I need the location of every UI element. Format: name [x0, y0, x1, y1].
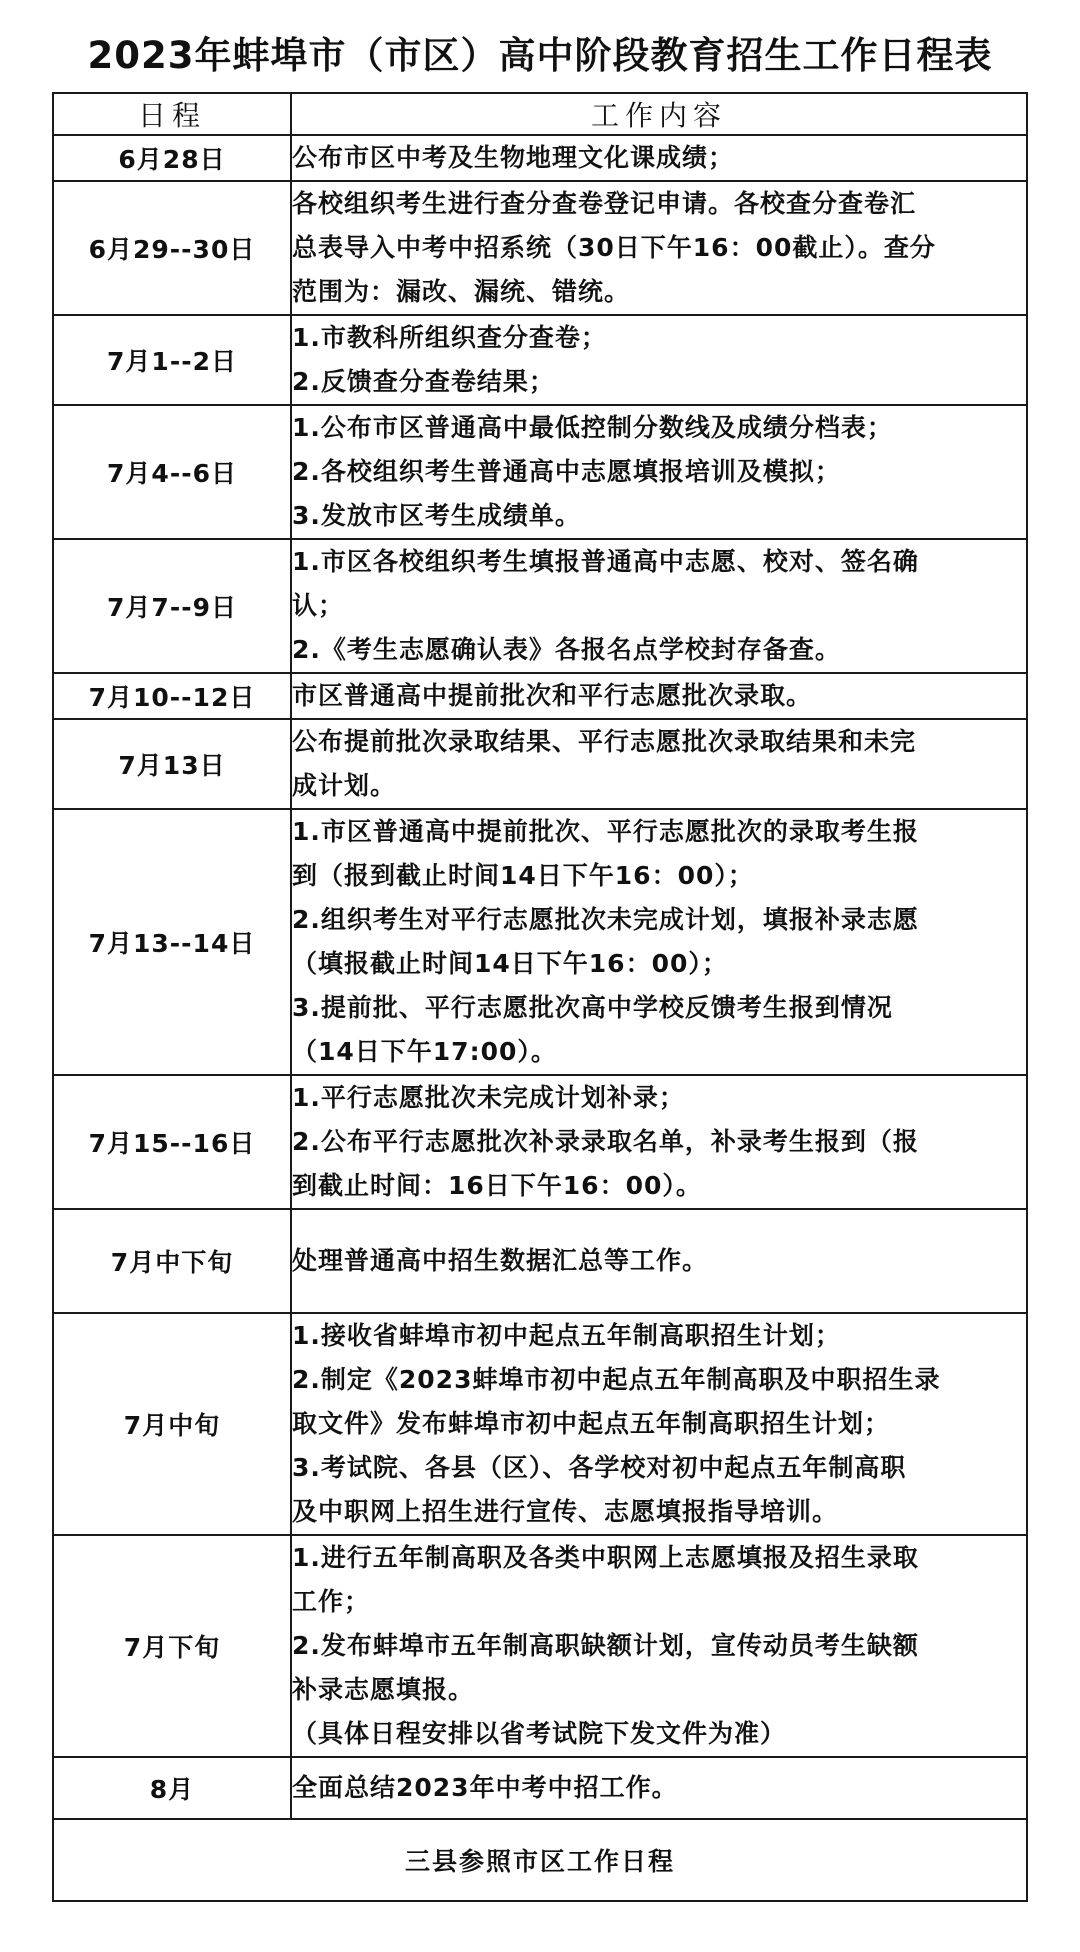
header-work: 工作内容 [291, 93, 1027, 135]
work-line: 2.组织考生对平行志愿批次未完成计划，填报补录志愿 [292, 905, 919, 934]
work-line: （具体日程安排以省考试院下发文件为准） [292, 1719, 787, 1748]
schedule-work-content [291, 315, 1027, 405]
schedule-date: 7月下旬 [53, 1535, 291, 1757]
work-line: 2.公布平行志愿批次补录录取名单，补录考生报到（报 [292, 1127, 919, 1156]
footer-note: 三县参照市区工作日程 [53, 1819, 1027, 1901]
schedule-row [53, 1535, 1027, 1757]
schedule-date: 7月15--16日 [53, 1075, 291, 1209]
work-line: 及中职网上招生进行宣传、志愿填报指导培训。 [292, 1497, 839, 1526]
schedule-date: 7月4--6日 [53, 405, 291, 539]
work-line: 1.市教科所组织查分查卷； [292, 323, 607, 352]
schedule-date: 7月1--2日 [53, 315, 291, 405]
work-line: 3.考试院、各县（区）、各学校对初中起点五年制高职 [292, 1453, 907, 1482]
schedule-row [53, 539, 1027, 673]
schedule-work-content [291, 1757, 1027, 1819]
schedule-work-content [291, 1209, 1027, 1313]
schedule-date: 6月28日 [53, 135, 291, 181]
schedule-work-content [291, 135, 1027, 181]
schedule-date: 8月 [53, 1757, 291, 1819]
work-line: 2.制定《2023蚌埠市初中起点五年制高职及中职招生录 [292, 1365, 941, 1394]
work-line: 工作； [292, 1587, 371, 1616]
schedule-date: 6月29--30日 [53, 181, 291, 315]
schedule-work-content [291, 405, 1027, 539]
schedule-row [53, 809, 1027, 1075]
work-line: 市区普通高中提前批次和平行志愿批次录取。 [292, 681, 813, 710]
work-line: 处理普通高中招生数据汇总等工作。 [292, 1246, 709, 1275]
schedule-body [53, 135, 1027, 1819]
schedule-work-content [291, 673, 1027, 719]
schedule-work-content [291, 719, 1027, 809]
schedule-row [53, 719, 1027, 809]
schedule-date: 7月中下旬 [53, 1209, 291, 1313]
work-line: 1.平行志愿批次未完成计划补录； [292, 1083, 685, 1112]
work-line: 取文件》发布蚌埠市初中起点五年制高职招生计划； [292, 1409, 891, 1438]
header-date: 日程 [53, 93, 291, 135]
work-line: 到（报到截止时间14日下午16：00）； [292, 861, 754, 890]
schedule-date: 7月中旬 [53, 1313, 291, 1535]
schedule-row [53, 405, 1027, 539]
work-line: （14日下午17:00）。 [292, 1037, 557, 1066]
schedule-row [53, 135, 1027, 181]
schedule-date: 7月10--12日 [53, 673, 291, 719]
schedule-row [53, 1313, 1027, 1535]
work-line: 1.进行五年制高职及各类中职网上志愿填报及招生录取 [292, 1543, 919, 1572]
work-line: 公布市区中考及生物地理文化课成绩； [292, 143, 735, 172]
work-line: 各校组织考生进行查分查卷登记申请。各校查分查卷汇 [292, 189, 917, 218]
table-header-row [53, 93, 1027, 135]
schedule-work-content [291, 1313, 1027, 1535]
work-line: 认； [292, 591, 345, 620]
document-title: 2023年蚌埠市（市区）高中阶段教育招生工作日程表 [87, 34, 993, 77]
schedule-row [53, 1075, 1027, 1209]
work-line: 2.《考生志愿确认表》各报名点学校封存备查。 [292, 635, 841, 664]
work-line: 全面总结2023年中考中招工作。 [292, 1773, 678, 1802]
work-line: 成计划。 [292, 771, 397, 800]
work-line: 3.提前批、平行志愿批次高中学校反馈考生报到情况 [292, 993, 893, 1022]
work-line: 3.发放市区考生成绩单。 [292, 501, 581, 530]
work-line: 2.发布蚌埠市五年制高职缺额计划，宣传动员考生缺额 [292, 1631, 919, 1660]
work-line: （填报截止时间14日下午16：00）； [292, 949, 728, 978]
work-line: 1.市区普通高中提前批次、平行志愿批次的录取考生报 [292, 817, 919, 846]
schedule-row [53, 315, 1027, 405]
work-line: 1.公布市区普通高中最低控制分数线及成绩分档表； [292, 413, 893, 442]
work-line: 1.接收省蚌埠市初中起点五年制高职招生计划； [292, 1321, 841, 1350]
schedule-row [53, 673, 1027, 719]
schedule-row [53, 1757, 1027, 1819]
work-line: 2.反馈查分查卷结果； [292, 367, 555, 396]
schedule-date: 7月7--9日 [53, 539, 291, 673]
schedule-work-content [291, 809, 1027, 1075]
schedule-work-content [291, 1075, 1027, 1209]
work-line: 补录志愿填报。 [292, 1675, 475, 1704]
work-line: 公布提前批次录取结果、平行志愿批次录取结果和未完 [292, 727, 917, 756]
schedule-date: 7月13日 [53, 719, 291, 809]
footer-row [53, 1819, 1027, 1901]
schedule-work-content [291, 539, 1027, 673]
schedule-row [53, 1209, 1027, 1313]
work-line: 2.各校组织考生普通高中志愿填报培训及模拟； [292, 457, 841, 486]
work-line: 总表导入中考中招系统（30日下午16：00截止）。查分 [292, 233, 936, 262]
schedule-work-content [291, 181, 1027, 315]
schedule-work-content [291, 1535, 1027, 1757]
work-line: 到截止时间：16日下午16：00）。 [292, 1171, 702, 1200]
schedule-date: 7月13--14日 [53, 809, 291, 1075]
schedule-row [53, 181, 1027, 315]
schedule-table [52, 92, 1028, 1902]
work-line: 1.市区各校组织考生填报普通高中志愿、校对、签名确 [292, 547, 919, 576]
work-line: 范围为：漏改、漏统、错统。 [292, 277, 631, 306]
